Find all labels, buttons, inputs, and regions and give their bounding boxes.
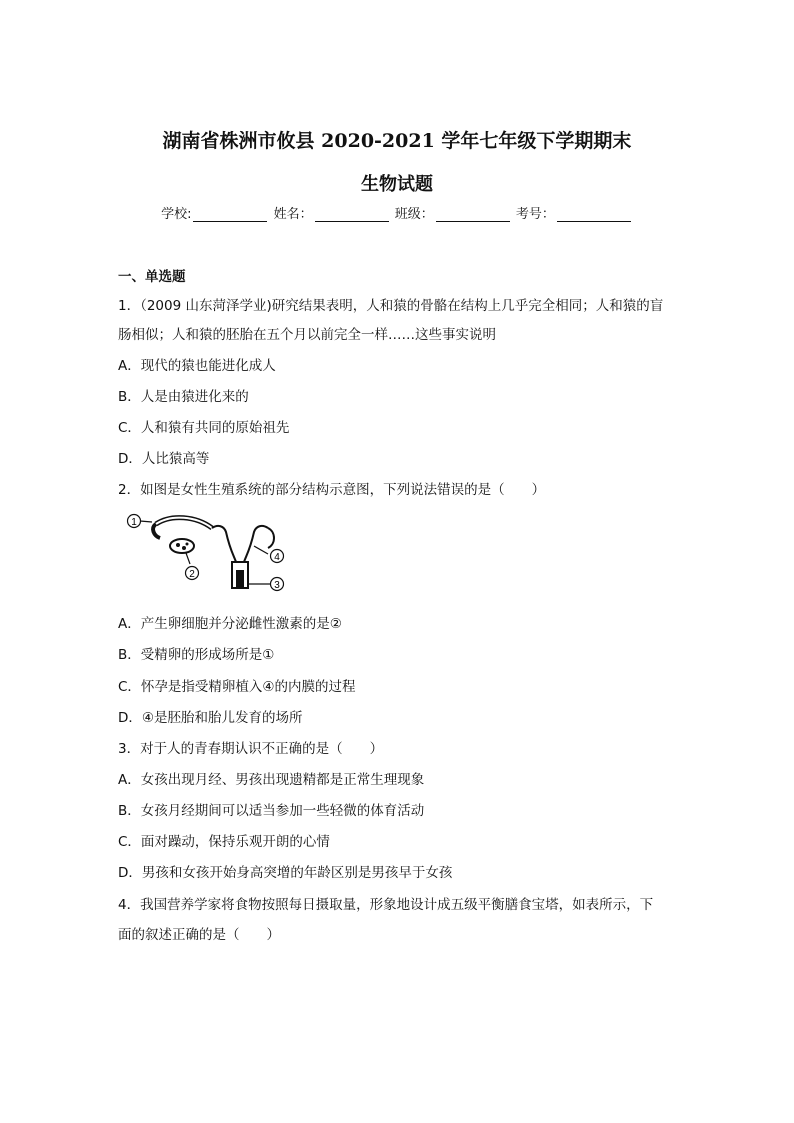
class-label: 班级： [394, 207, 434, 222]
section-heading: 一、单选题 [118, 269, 186, 285]
q1-option-b: B．人是由猿进化来的 [118, 389, 249, 405]
q2-option-c: C．怀孕是指受精卵植入④的内膜的过程 [118, 679, 356, 695]
q3-stem: 3．对于人的青春期认识不正确的是（ ） [118, 741, 384, 757]
name-blank[interactable] [315, 207, 389, 222]
title-line-1: 湖南省株洲市攸县 2020-2021 学年七年级下学期期末 [162, 130, 632, 152]
student-info-row [0, 203, 794, 222]
svg-text:1: 1 [131, 517, 137, 528]
label-2 [186, 567, 199, 581]
school-blank[interactable] [193, 207, 267, 222]
q2-option-d: D．④是胚胎和胎儿发育的场所 [118, 710, 303, 726]
q2-option-b: B．受精卵的形成场所是① [118, 647, 275, 663]
q3-option-b: B．女孩月经期间可以适当参加一些轻微的体育活动 [118, 803, 425, 819]
female-reproductive-system-diagram [126, 510, 296, 594]
q2-option-a: A．产生卵细胞并分泌雌性激素的是② [118, 616, 342, 632]
school-label: 学校: [161, 207, 192, 222]
class-blank[interactable] [436, 207, 510, 222]
svg-text:3: 3 [274, 580, 280, 591]
q1-stem-line-2: 肠相似；人和猿的胚胎在五个月以前完全一样……这些事实说明 [118, 327, 496, 343]
title-line-2: 生物试题 [361, 174, 433, 195]
q3-option-d: D．男孩和女孩开始身高突增的年龄区别是男孩早于女孩 [118, 865, 453, 881]
label-3 [271, 578, 284, 592]
q2-stem: 2．如图是女性生殖系统的部分结构示意图，下列说法错误的是（ ） [118, 482, 546, 498]
label-1 [128, 515, 141, 529]
q1-stem-line-1: 1．（2009 山东菏泽学业)研究结果表明，人和猿的骨骼在结构上几乎完全相同；人和猿的盲 [118, 298, 664, 314]
exam-number-label: 考号： [515, 207, 555, 222]
svg-text:4: 4 [274, 552, 280, 563]
q4-stem-line-1: 4．我国营养学家将食物按照每日摄取量，形象地设计成五级平衡膳食宝塔，如表所示，下 [118, 897, 654, 913]
q1-option-c: C．人和猿有共同的原始祖先 [118, 420, 290, 436]
q4-stem-line-2: 面的叙述正确的是（ ） [118, 927, 280, 943]
svg-text:2: 2 [189, 569, 195, 580]
exam-number-blank[interactable] [557, 207, 631, 222]
q1-option-a: A．现代的猿也能进化成人 [118, 358, 276, 374]
label-4 [271, 550, 284, 564]
q3-option-c: C．面对躁动，保持乐观开朗的心情 [118, 834, 330, 850]
q1-option-d: D．人比猿高等 [118, 451, 210, 467]
q3-option-a: A．女孩出现月经、男孩出现遗精都是正常生理现象 [118, 772, 425, 788]
name-label: 姓名： [273, 207, 313, 222]
